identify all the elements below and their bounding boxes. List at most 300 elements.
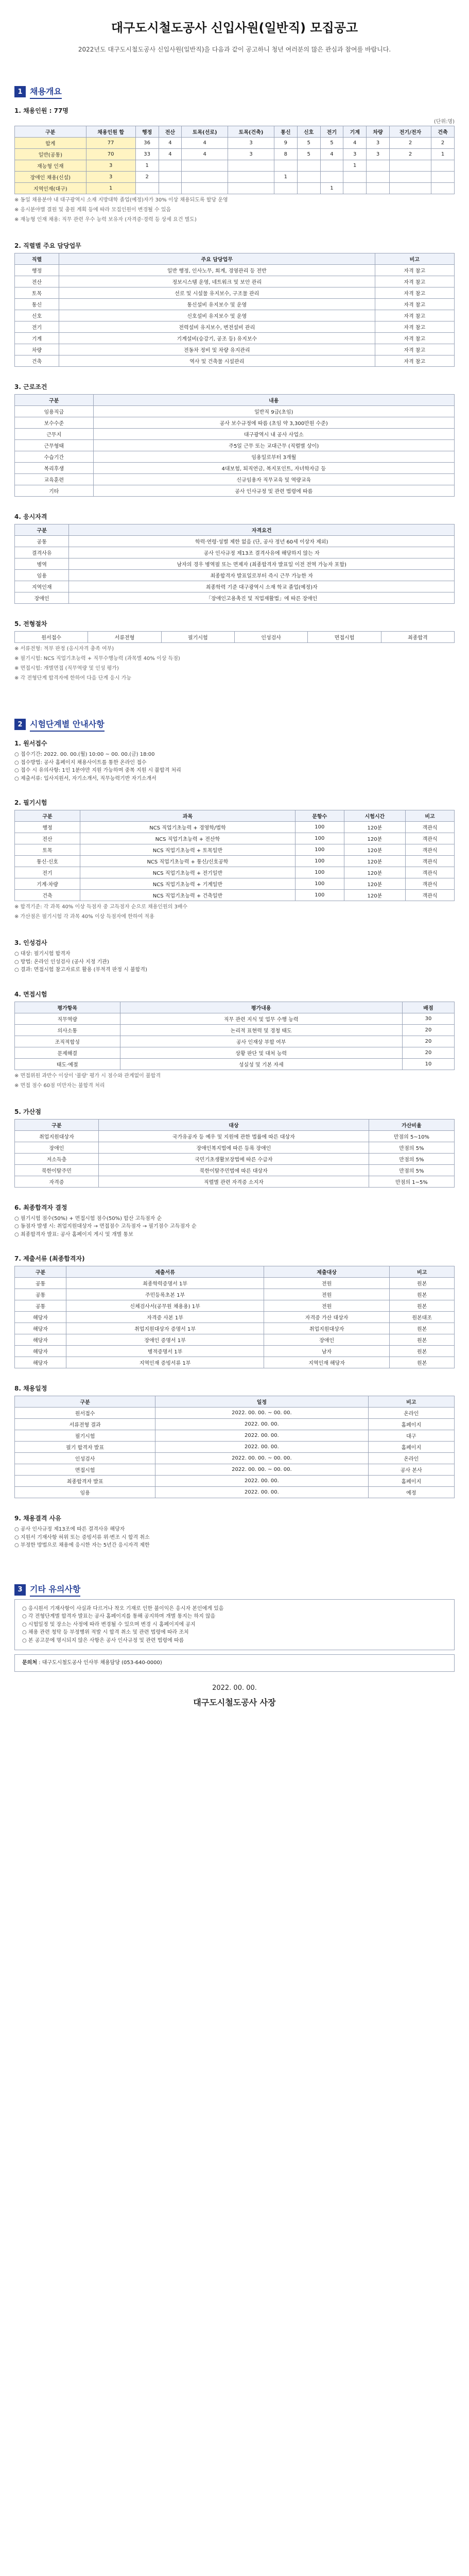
table-row — [15, 890, 455, 901]
column-header: 주요 담당업무 — [59, 253, 375, 265]
table-cell: 신체검사서(공무원 채용용) 1부 — [66, 1300, 264, 1312]
column-header: 비고 — [405, 810, 454, 822]
table-cell: 1 — [431, 149, 455, 160]
table-cell: 예정 — [368, 1487, 454, 1498]
process-step: 서류전형 — [88, 632, 161, 643]
table-cell: 국민기초생활보장법에 따른 수급자 — [98, 1153, 369, 1164]
table-cell: 2022. 00. 00. ~ 00. 00. — [155, 1408, 368, 1419]
table-row — [15, 1013, 455, 1024]
table-cell: 100 — [295, 833, 344, 844]
section-2 — [14, 715, 455, 1550]
exam-table — [14, 810, 455, 901]
table-cell — [182, 172, 228, 183]
table-cell: 기계·차량 — [15, 878, 80, 890]
column-header: 신호 — [297, 126, 320, 138]
column-header: 비고 — [368, 1396, 454, 1408]
table-cell: 1 — [86, 183, 135, 194]
table-cell: 북한이탈주민법에 따른 대상자 — [98, 1164, 369, 1176]
table-cell: 자격 참고 — [375, 355, 455, 367]
column-header: 비고 — [375, 253, 455, 265]
table-cell: 8 — [274, 149, 297, 160]
table-row — [15, 570, 455, 581]
table-cell: 120분 — [344, 890, 405, 901]
table-cell: 논리적 표현력 및 경청 태도 — [120, 1024, 402, 1036]
table-cell: 자격 참고 — [375, 265, 455, 276]
table-row — [15, 536, 455, 547]
table-cell: 공사 본사 — [368, 1464, 454, 1476]
table-cell: 객관식 — [405, 822, 454, 833]
table-cell: 해당자 — [15, 1357, 66, 1368]
table-cell: 임용 — [15, 570, 69, 581]
table-cell: 3 — [367, 138, 390, 149]
text-line: ○ 대상: 필기시험 합격자 — [14, 951, 71, 957]
column-header: 평가항목 — [15, 1002, 120, 1013]
table-row — [15, 1476, 455, 1487]
section-1-header — [14, 82, 455, 101]
table-cell: 전산 — [15, 833, 80, 844]
table-cell: 3 — [86, 172, 135, 183]
table-row — [15, 1289, 455, 1300]
table-cell: 홈페이지 — [368, 1419, 454, 1430]
text-line: ○ 동점자 발생 시: 취업지원대상자 → 면접점수 고득점자 → 필기점수 고득점자 순 — [14, 1224, 197, 1229]
table-row — [15, 822, 455, 833]
table-row — [15, 1464, 455, 1476]
contact-box: 문의처 : 대구도시철도공사 인사부 채용담당 (053-640-0000) — [14, 1654, 455, 1672]
s2-sub9: 9. 채용결격 사유 — [14, 1515, 61, 1522]
table-cell: 기계 — [15, 333, 59, 344]
table-cell: 20 — [402, 1047, 454, 1058]
text-line: ○ 공사 인사규정 제13조에 따른 결격사유 해당자 — [14, 1527, 125, 1532]
s2-sub3: 3. 인성검사 — [14, 939, 47, 946]
column-header: 구분 — [15, 1396, 155, 1408]
table-cell: 신호 — [15, 310, 59, 321]
table-row — [15, 287, 455, 299]
column-header: 채용인원 합 — [86, 126, 135, 138]
text-line: ○ 필기시험 점수(50%) + 면접시험 점수(50%) 합산 고득점자 순 — [14, 1215, 162, 1222]
text-line: ○ 본 공고문에 명시되지 않은 사항은 공사 인사규정 및 관련 법령에 따름 — [22, 1637, 184, 1643]
table-cell: 서류전형 결과 — [15, 1419, 155, 1430]
s2-sub5: 5. 가산점 — [14, 1108, 41, 1115]
table-cell: 일반(공통) — [15, 149, 86, 160]
table-cell: 3 — [343, 149, 367, 160]
table-cell: 임용직급 — [15, 406, 94, 417]
process-step: 원서접수 — [15, 632, 88, 643]
table-cell: 4 — [159, 138, 182, 149]
column-header: 제출서류 — [66, 1266, 264, 1278]
table-cell: 자격증 가산 대상자 — [264, 1312, 389, 1323]
column-header: 구분 — [15, 1119, 99, 1130]
text-line: ※ 면접 점수 60점 미만자는 불합격 처리 — [14, 1082, 105, 1089]
column-header: 배점 — [402, 1002, 454, 1013]
table-row — [15, 1323, 455, 1334]
table-cell: 공통 — [15, 1300, 66, 1312]
table-cell: 면접시험 — [15, 1464, 155, 1476]
table-cell: 행정 — [15, 822, 80, 833]
table-cell — [182, 183, 228, 194]
table-cell: 일반 행정, 인사노무, 회계, 경영관리 등 전반 — [59, 265, 375, 276]
table-cell: 의사소통 — [15, 1024, 120, 1036]
column-header: 대상 — [98, 1119, 369, 1130]
table-row — [15, 172, 455, 183]
table-cell: 원본대조 — [390, 1312, 455, 1323]
table-row — [15, 1058, 455, 1070]
qualification-table — [14, 524, 455, 604]
column-header: 통신 — [274, 126, 297, 138]
table-cell: 지역인재 증빙서류 1부 — [66, 1357, 264, 1368]
column-header: 토목(선로) — [182, 126, 228, 138]
table-cell: 최종학력 기준 대구광역시 소재 학교 졸업(예정)자 — [69, 581, 455, 592]
table-cell: 4 — [159, 149, 182, 160]
table-cell: 전력설비 유지보수, 변전설비 관리 — [59, 321, 375, 333]
table-cell: 100 — [295, 844, 344, 856]
table-cell: 지역인재 해당자 — [264, 1357, 389, 1368]
table-cell: 취업지원대상자 — [15, 1130, 99, 1142]
text-line: ※ 면접위원 과반수 이상이 '불량' 평가 시 점수와 관계없이 불합격 — [14, 1073, 161, 1079]
table-cell: 건축 — [15, 355, 59, 367]
table-cell: 해당자 — [15, 1334, 66, 1346]
table-cell: 보수수준 — [15, 417, 94, 429]
table-row — [15, 1419, 455, 1430]
text-line: ※ 동일 채용분야 내 대구광역시 소재 지방대학 졸업(예정)자가 30% 이상 채용되도록 할당 운영 — [14, 197, 228, 203]
table-cell: 필기시험 — [15, 1430, 155, 1442]
table-cell: 2 — [135, 172, 159, 183]
column-header: 구분 — [15, 1266, 66, 1278]
table-row — [15, 1487, 455, 1498]
table-cell: 홈페이지 — [368, 1476, 454, 1487]
table-cell: 지역인재 — [15, 581, 69, 592]
process-step: 인성검사 — [234, 632, 307, 643]
table-row — [15, 1346, 455, 1357]
table-cell: 2022. 00. 00. — [155, 1419, 368, 1430]
table-cell: 원본 — [390, 1289, 455, 1300]
table-cell: 자격증 — [15, 1176, 99, 1187]
column-header: 시험시간 — [344, 810, 405, 822]
table-cell: 장애인 채용(신설) — [15, 172, 86, 183]
table-row — [15, 440, 455, 451]
table-cell: NCS 직업기초능력 + 기계일반 — [80, 878, 296, 890]
s2-sub4: 4. 면접시험 — [14, 990, 47, 998]
text-line: ○ 채용 관련 청탁 등 부정행위 적발 시 합격 취소 및 관련 법령에 따라 조치 — [22, 1630, 189, 1635]
table-cell — [343, 172, 367, 183]
table-cell: 역사 및 건축물 시설관리 — [59, 355, 375, 367]
table-row — [15, 299, 455, 310]
s1-sub4: 4. 응시자격 — [14, 513, 47, 520]
table-cell: 합계 — [15, 138, 86, 149]
text-line: ○ 지원서 기재사항 허위 또는 증빙서류 위·변조 시 합격 취소 — [14, 1534, 150, 1540]
s2-sub7: 7. 제출서류 (최종합격자) — [14, 1255, 85, 1262]
table-cell: 통신·신호 — [15, 856, 80, 867]
table-row — [15, 1176, 455, 1187]
column-header: 구분 — [15, 126, 86, 138]
table-cell: 최종학력증명서 1부 — [66, 1278, 264, 1289]
table-cell — [367, 160, 390, 172]
text-line: ※ 각 전형단계 합격자에 한하여 다음 단계 응시 가능 — [14, 675, 132, 681]
table-row — [15, 1300, 455, 1312]
duty-table — [14, 253, 455, 367]
text-line: ○ 최종합격자 발표: 공사 홈페이지 게시 및 개별 통보 — [14, 1231, 133, 1238]
table-cell: 2022. 00. 00. — [155, 1476, 368, 1487]
table-row — [15, 581, 455, 592]
table-cell: 전산 — [15, 276, 59, 287]
page-title: 대구도시철도공사 신입사원(일반직) 모집공고 — [111, 21, 358, 35]
section-1-number: 1 — [14, 86, 26, 97]
table-cell: 객관식 — [405, 844, 454, 856]
table-cell: 조직적합성 — [15, 1036, 120, 1047]
table-cell: 120분 — [344, 878, 405, 890]
column-header: 전기/전자 — [389, 126, 431, 138]
contact-text: 대구도시철도공사 인사부 채용담당 (053-640-0000) — [42, 1660, 162, 1666]
table-cell: 만점의 5% — [369, 1164, 454, 1176]
table-cell: 120분 — [344, 867, 405, 878]
column-header: 차량 — [367, 126, 390, 138]
text-line: ※ 합격기준: 각 과목 40% 이상 득점자 중 고득점자 순으로 채용인원의 3배수 — [14, 904, 188, 910]
table-row — [15, 844, 455, 856]
table-cell: 해당자 — [15, 1346, 66, 1357]
table-cell: 남자의 경우 병역필 또는 면제자 (최종합격자 발표일 이전 전역 가능자 포함) — [69, 558, 455, 570]
table-row — [15, 355, 455, 367]
table-cell: 자격 참고 — [375, 276, 455, 287]
table-row — [15, 321, 455, 333]
table-cell: 30 — [402, 1013, 454, 1024]
table-cell: 전원 — [264, 1278, 389, 1289]
table-cell: 100 — [295, 878, 344, 890]
table-row — [15, 463, 455, 474]
table-cell: 120분 — [344, 833, 405, 844]
table-cell: 2022. 00. 00. — [155, 1442, 368, 1453]
table-row — [15, 1442, 455, 1453]
text-line: ○ 각 전형단계별 합격자 발표는 공사 홈페이지를 통해 공지하며 개별 통지는 하지 않음 — [22, 1614, 216, 1619]
intro-text: 2022년도 대구도시철도공사 신입사원(일반직)을 다음과 같이 공고하니 청년 여러분의 많은 관심과 참여를 바랍니다. — [78, 46, 391, 53]
table-cell: 일반직 9급(초임) — [93, 406, 454, 417]
table-cell — [320, 172, 343, 183]
table-cell: 대구 — [368, 1430, 454, 1442]
table-cell: 해당자 — [15, 1312, 66, 1323]
table-cell: 전동차 정비 및 차량 유지관리 — [59, 344, 375, 355]
table-cell: NCS 직업기초능력 + 통신/신호공학 — [80, 856, 296, 867]
table-cell — [431, 172, 455, 183]
table-cell — [343, 183, 367, 194]
table-cell: 대구광역시 내 공사 사업소 — [93, 429, 454, 440]
table-cell: 4대보험, 퇴직연금, 복지포인트, 자녀학자금 등 — [93, 463, 454, 474]
s1-sub5: 5. 전형절차 — [14, 620, 47, 628]
table-row — [15, 1453, 455, 1464]
table-cell — [389, 183, 431, 194]
table-cell: 학력·연령·성별 제한 없음 (단, 공사 정년 60세 이상자 제외) — [69, 536, 455, 547]
table-row — [15, 1024, 455, 1036]
table-cell: 5 — [320, 138, 343, 149]
table-cell — [431, 183, 455, 194]
schedule-table — [14, 1396, 455, 1498]
table-cell: 통신설비 유지보수 및 운영 — [59, 299, 375, 310]
text-line: ○ 결과: 면접시험 참고자료로 활용 (부적격 판정 시 불합격) — [14, 967, 147, 973]
table-cell: 정보시스템 운영, 네트워크 및 보안 관리 — [59, 276, 375, 287]
table-cell — [159, 183, 182, 194]
table-row — [15, 1153, 455, 1164]
contact-label: 문의처 — [22, 1660, 37, 1666]
table-cell: 복리후생 — [15, 463, 94, 474]
table-cell: 차량 — [15, 344, 59, 355]
s1-sub3: 3. 근로조건 — [14, 383, 47, 391]
table-cell: 근무형태 — [15, 440, 94, 451]
table-cell: 전기 — [15, 867, 80, 878]
table-cell: 상황 판단 및 대처 능력 — [120, 1047, 402, 1058]
table-cell: 만점의 1~5% — [369, 1176, 454, 1187]
table-cell: 취업지원대상자 — [264, 1323, 389, 1334]
table-cell: NCS 직업기초능력 + 전기일반 — [80, 867, 296, 878]
closing-date: 2022. 00. 00. — [212, 1684, 257, 1692]
bonus-table — [14, 1119, 455, 1188]
table-cell: 장애인 증명서 1부 — [66, 1334, 264, 1346]
table-cell: 자격 참고 — [375, 333, 455, 344]
table-cell: 전원 — [264, 1289, 389, 1300]
table-cell: 1 — [274, 172, 297, 183]
section-3 — [14, 1581, 455, 1708]
table-cell: 원본 — [390, 1278, 455, 1289]
table-cell: 최종합격자 발표 — [15, 1476, 155, 1487]
table-cell: 홈페이지 — [368, 1442, 454, 1453]
s1-sub1: 1. 채용인원 : 77명 — [14, 107, 68, 114]
table-cell: 장애인 — [15, 592, 69, 604]
table-cell: 선로 및 시설물 유지보수, 구조물 관리 — [59, 287, 375, 299]
table-cell — [274, 160, 297, 172]
column-header: 구분 — [15, 395, 94, 406]
table-cell — [228, 172, 274, 183]
table-cell: 해당자 — [15, 1323, 66, 1334]
table-cell: 원본 — [390, 1323, 455, 1334]
table-cell: 온라인 — [368, 1453, 454, 1464]
table-cell: 기타 — [15, 485, 94, 497]
process-table — [14, 631, 455, 643]
column-header: 자격요건 — [69, 524, 455, 536]
table-cell: 기계설비(승강기, 공조 등) 유지보수 — [59, 333, 375, 344]
table-cell: 장애인복지법에 따른 등록 장애인 — [98, 1142, 369, 1153]
s2-sub1: 1. 원서접수 — [14, 740, 47, 747]
table-row — [15, 1430, 455, 1442]
s1-sub2: 2. 직렬별 주요 담당업무 — [14, 242, 81, 249]
table-cell: 원본 — [390, 1346, 455, 1357]
table-cell: 2022. 00. 00. — [155, 1430, 368, 1442]
table-cell: 태도·예절 — [15, 1058, 120, 1070]
table-cell: 「장애인고용촉진 및 직업재활법」에 따른 장애인 — [69, 592, 455, 604]
section-2-number: 2 — [14, 719, 26, 730]
table-row — [15, 1408, 455, 1419]
table-row — [15, 558, 455, 570]
table-cell: 행정 — [15, 265, 59, 276]
table-cell: 전원 — [264, 1300, 389, 1312]
text-line: ○ 방법: 온라인 인성검사 (공사 지정 기관) — [14, 959, 109, 965]
table-cell: 3 — [86, 160, 135, 172]
text-line: ○ 제출서류: 입사지원서, 자기소개서, 직무능력기반 자기소개서 — [14, 775, 157, 782]
section-3-title: 기타 유의사항 — [30, 1583, 80, 1597]
table-row — [15, 344, 455, 355]
table-row — [15, 310, 455, 321]
table-cell: 전기 — [15, 321, 59, 333]
table-row — [15, 451, 455, 463]
table-cell: 임용일로부터 3개월 — [93, 451, 454, 463]
table-row — [15, 276, 455, 287]
table-cell: 장애인 — [264, 1334, 389, 1346]
table-cell: 만점의 5~10% — [369, 1130, 454, 1142]
table-row — [15, 160, 455, 172]
table-cell — [159, 160, 182, 172]
table-cell: 신호설비 유지보수 및 운영 — [59, 310, 375, 321]
table-cell — [389, 172, 431, 183]
table-row — [15, 417, 455, 429]
table-cell: 2 — [389, 149, 431, 160]
table-cell — [159, 172, 182, 183]
section-1-title: 채용개요 — [30, 85, 62, 99]
text-line: ○ 응시원서 기재사항이 사실과 다르거나 착오 기재로 인한 불이익은 응시자 본인에게 있음 — [22, 1605, 224, 1612]
table-cell: 저소득층 — [15, 1153, 99, 1164]
table-cell: 성실성 및 기본 자세 — [120, 1058, 402, 1070]
table-row — [15, 138, 455, 149]
table-cell: 통신 — [15, 299, 59, 310]
table-cell: 120분 — [344, 822, 405, 833]
section-2-header — [14, 715, 455, 734]
table-cell: 공사 인재상 부합 여부 — [120, 1036, 402, 1047]
table-cell: 직무역량 — [15, 1013, 120, 1024]
text-line: ○ 시험일정 및 장소는 사정에 따라 변경될 수 있으며 변경 시 홈페이지에 공지 — [22, 1621, 196, 1628]
table-cell: 국가유공자 등 예우 및 지원에 관한 법률에 따른 대상자 — [98, 1130, 369, 1142]
table-cell: 토목 — [15, 844, 80, 856]
table-row — [15, 1036, 455, 1047]
table-cell: 만점의 5% — [369, 1153, 454, 1164]
table-cell: 33 — [135, 149, 159, 160]
table-row — [15, 547, 455, 558]
table-row — [15, 333, 455, 344]
table-cell: 자격 참고 — [375, 299, 455, 310]
table-cell: 객관식 — [405, 890, 454, 901]
table-cell: 공사 인사규정 제13조 결격사유에 해당하지 않는 자 — [69, 547, 455, 558]
text-line: ○ 부정한 방법으로 채용에 응시한 자는 5년간 응시자격 제한 — [14, 1543, 150, 1548]
table-cell: 2 — [431, 138, 455, 149]
table-cell: 1 — [320, 183, 343, 194]
table-cell: 2022. 00. 00. ~ 00. 00. — [155, 1453, 368, 1464]
table-cell: 10 — [402, 1058, 454, 1070]
table-cell: 인성검사 — [15, 1453, 155, 1464]
table-cell — [182, 160, 228, 172]
table-row — [15, 485, 455, 497]
interview-table — [14, 1002, 455, 1070]
table-cell: 4 — [320, 149, 343, 160]
table-row — [15, 474, 455, 485]
column-header: 제출대상 — [264, 1266, 389, 1278]
table-cell — [274, 183, 297, 194]
table-cell — [297, 183, 320, 194]
condition-table — [14, 394, 455, 497]
s2-sub8: 8. 채용일정 — [14, 1385, 47, 1392]
column-header: 전기 — [320, 126, 343, 138]
notice-box — [14, 1599, 455, 1651]
table-cell: 장애인 — [15, 1142, 99, 1153]
table-cell: 공통 — [15, 536, 69, 547]
table-cell: 필기 합격자 발표 — [15, 1442, 155, 1453]
table-row — [15, 183, 455, 194]
table-cell: 4 — [182, 149, 228, 160]
column-header: 내용 — [93, 395, 454, 406]
table-cell — [320, 160, 343, 172]
table-cell: 100 — [295, 822, 344, 833]
table-cell: 공통 — [15, 1289, 66, 1300]
table-cell: 직무 관련 지식 및 업무 수행 능력 — [120, 1013, 402, 1024]
table-cell — [431, 160, 455, 172]
table-cell: 자격 참고 — [375, 310, 455, 321]
column-header: 평가내용 — [120, 1002, 402, 1013]
table-cell: 1 — [135, 160, 159, 172]
table-cell: 자격 참고 — [375, 321, 455, 333]
table-cell: 공사 인사규정 및 관련 법령에 따름 — [93, 485, 454, 497]
table-cell: NCS 직업기초능력 + 토목일반 — [80, 844, 296, 856]
